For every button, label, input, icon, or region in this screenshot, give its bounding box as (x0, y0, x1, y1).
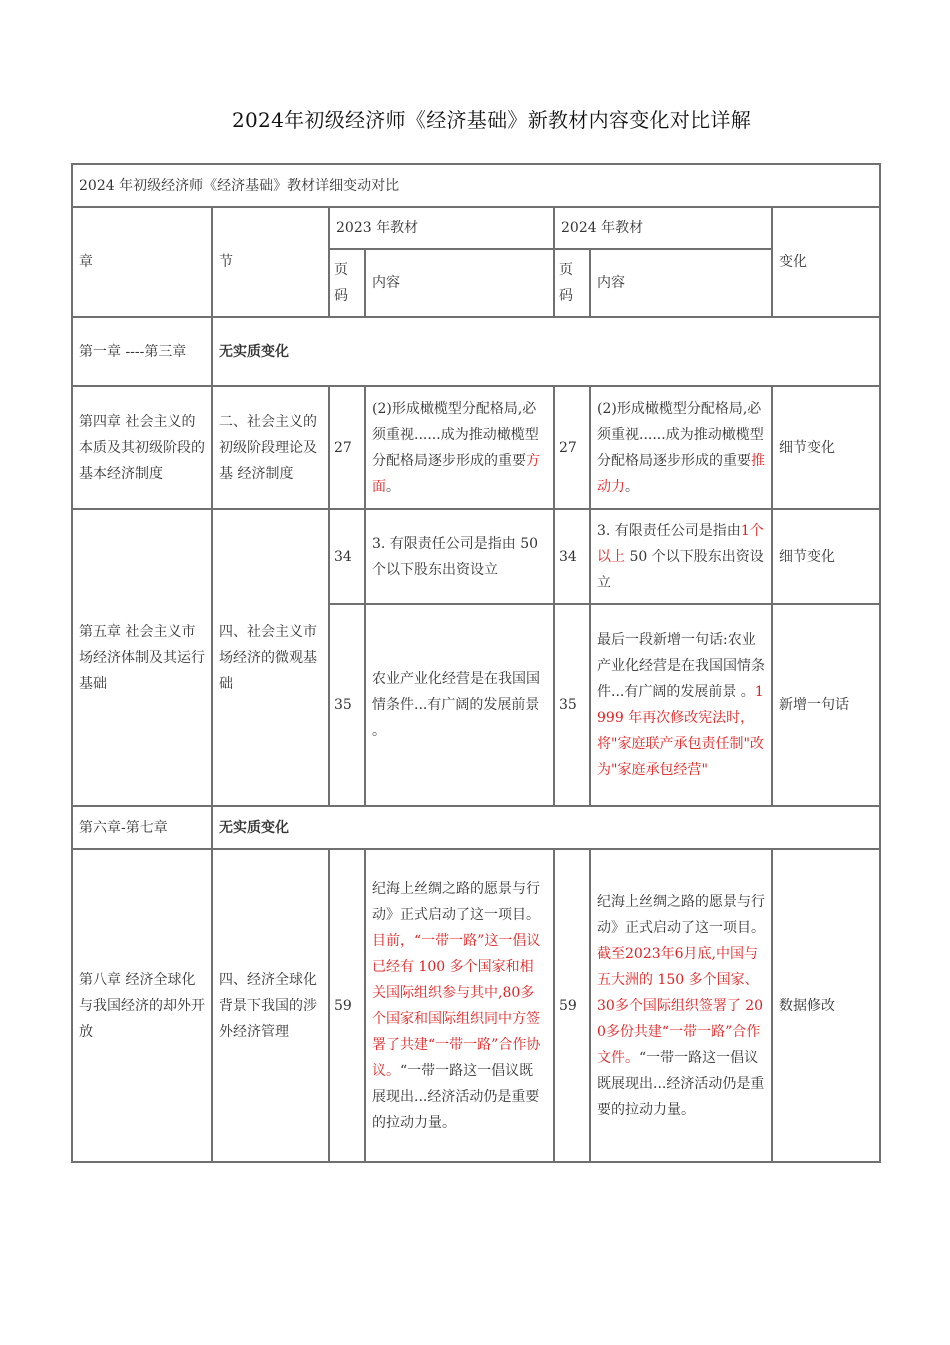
header-row-top (72, 207, 880, 249)
new-content-text: 最后一段新增一句话:农业产业化经营是在我国国情条件...有广阔的发展前景 。 (597, 632, 765, 700)
old-content-cell: 农业产业化经营是在我国国情条件...有广阔的发展前景 。 (365, 604, 554, 806)
new-content-cell (590, 509, 772, 604)
new-page-cell: 34 (554, 509, 590, 604)
new-content-tail: 50 个以下股东出资设立 (597, 548, 764, 591)
table-caption-row (72, 164, 880, 207)
old-content-highlight: 目前，“一带一路”这一倡议已经有 100 多个国家和相关国际组织参与其中,80多个国家和国际组织同中方签署了共建“一带一路”合作协议。 (372, 932, 541, 1079)
change-cell: 细节变化 (772, 386, 880, 509)
new-content-tail: 。 (625, 478, 639, 495)
new-page-cell: 27 (554, 386, 590, 509)
header-2024-edition: 2024 年教材 (554, 207, 772, 249)
new-content-highlight: 1个以上 (597, 522, 764, 565)
comparison-table (71, 163, 881, 1163)
old-content-tail: 。 (386, 478, 400, 495)
old-content-cell: 3. 有限责任公司是指由 50 个以下股东出资设立 (365, 509, 554, 604)
header-page-char-1: 页 (334, 262, 348, 278)
header-change: 变化 (772, 207, 880, 317)
header-2024-page (554, 249, 590, 317)
old-page-cell: 27 (329, 386, 365, 509)
old-content-highlight: 方面 (372, 452, 540, 495)
change-cell: 细节变化 (772, 509, 880, 604)
header-section: 节 (212, 207, 329, 317)
table-row (72, 849, 880, 1162)
old-content-text: 纪海上丝绸之路的愿景与行动》正式启动了这一项目。 (372, 880, 540, 923)
section-cell: 四、社会主义市场经济的微观基础 (212, 509, 329, 806)
section-cell: 四、经济全球化背景下我国的涉外经济管理 (212, 849, 329, 1162)
new-content-text: (2)形成橄榄型分配格局,必须重视......成为推动橄榄型分配格局逐步形成的重要 (597, 400, 764, 469)
new-page-cell: 59 (554, 849, 590, 1162)
chapter-cell: 第一章 ----第三章 (72, 317, 212, 386)
chapter-cell: 第四章 社会主义的本质及其初级阶段的基本经济制度 (72, 386, 212, 509)
no-change-note: 无实质变化 (212, 317, 880, 386)
new-content-highlight: 1999 年再次修改宪法时，将"家庭联产承包责任制"改为"家庭承包经营" (597, 684, 764, 778)
no-change-note: 无实质变化 (212, 806, 880, 849)
new-content-text: 3. 有限责任公司是指由 (597, 522, 741, 539)
change-cell: 数据修改 (772, 849, 880, 1162)
chapter-cell: 第八章 经济全球化与我国经济的却外开放 (72, 849, 212, 1162)
header-2023-content: 内容 (365, 249, 554, 317)
header-page-char-1: 页 (559, 262, 573, 278)
new-content-cell (590, 849, 772, 1162)
new-content-highlight: 截至2023年6月底,中国与五大洲的 150 多个国家、30多个国际组织签署了 200多份共建“一带一路”合作文件。 (597, 945, 764, 1066)
header-2024-content: 内容 (590, 249, 772, 317)
table-row (72, 806, 880, 849)
table-caption: 2024 年初级经济师《经济基础》教材详细变动对比 (72, 164, 880, 207)
section-cell: 二、社会主义的初级阶段理论及基 经济制度 (212, 386, 329, 509)
new-content-highlight: 推动力 (597, 452, 765, 495)
old-content-cell (365, 386, 554, 509)
new-content-text: 纪海上丝绸之路的愿景与行动》正式启动了这一项目。 (597, 893, 765, 936)
header-2023-edition: 2023 年教材 (329, 207, 554, 249)
document-title: 2024年初级经济师《经济基础》新教材内容变化对比详解 (232, 108, 751, 132)
table-row (72, 509, 880, 604)
new-content-cell (590, 604, 772, 806)
change-cell: 新增一句话 (772, 604, 880, 806)
new-content-tail: “一带一路这一倡议既展现出...经济活动仍是重要的拉动力量。 (597, 1049, 765, 1118)
old-content-cell (365, 849, 554, 1162)
old-content-text: (2)形成橄榄型分配格局,必须重视......成为推动橄榄型分配格局逐步形成的重要 (372, 400, 539, 469)
old-page-cell: 34 (329, 509, 365, 604)
old-page-cell: 35 (329, 604, 365, 806)
header-page-char-2: 码 (334, 288, 348, 304)
chapter-cell: 第五章 社会主义市场经济体制及其运行基础 (72, 509, 212, 806)
new-content-cell (590, 386, 772, 509)
old-page-cell: 59 (329, 849, 365, 1162)
old-content-tail: “一带一路这一倡议既展现出...经济活动仍是重要的拉动力量。 (372, 1062, 540, 1131)
chapter-cell: 第六章-第七章 (72, 806, 212, 849)
header-chapter: 章 (72, 207, 212, 317)
table-row (72, 317, 880, 386)
new-page-cell: 35 (554, 604, 590, 806)
header-page-char-2: 码 (559, 288, 573, 304)
header-2023-page (329, 249, 365, 317)
table-row (72, 386, 880, 509)
